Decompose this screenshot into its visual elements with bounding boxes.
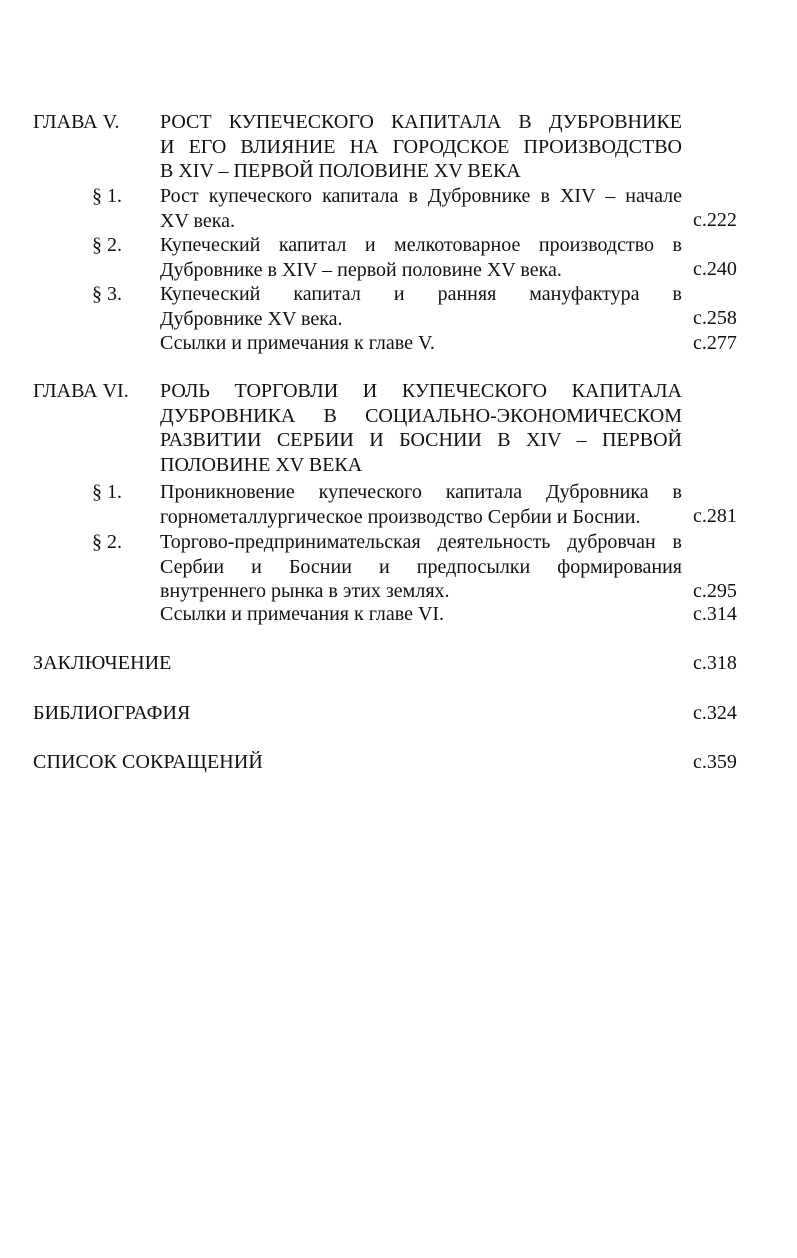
section-title-line: Купеческий капитал и ранняя мануфактура в	[160, 283, 682, 305]
section-title-line: Рост купеческого капитала в Дубровнике в XIV – начале	[160, 185, 682, 207]
section-number: § 2.	[92, 531, 122, 553]
section-title-line: Купеческий капитал и мелкотоварное производство в	[160, 234, 682, 256]
section-title	[160, 530, 682, 604]
page-number: с.281	[693, 505, 737, 527]
chapter-title-line: РОСТ КУПЕЧЕСКОГО КАПИТАЛА В ДУБРОВНИКЕ	[160, 111, 682, 133]
section-title-line: Дубровнике в XIV – первой половине XV века.	[160, 258, 562, 281]
section-title-line: горнометаллургическое производство Сербии и Боснии.	[160, 505, 641, 528]
page-number: с.222	[693, 209, 737, 231]
page-number: с.258	[693, 307, 737, 329]
section-number: § 1.	[92, 481, 122, 503]
page-number: с.277	[693, 332, 737, 354]
chapter-title	[160, 110, 682, 184]
chapter-title-line: ДУБРОВНИКА В СОЦИАЛЬНО-ЭКОНОМИЧЕСКОМ	[160, 404, 682, 427]
chapter-title-line: РОЛЬ ТОРГОВЛИ И КУПЕЧЕСКОГО КАПИТАЛА	[160, 380, 682, 402]
page-number: с.359	[693, 751, 737, 773]
back-matter-bibliography: БИБЛИОГРАФИЯ	[33, 702, 191, 724]
chapter-title	[160, 379, 682, 477]
page-number: с.295	[693, 580, 737, 602]
page-number: с.314	[693, 603, 737, 625]
chapter-title-line: ПОЛОВИНЕ XV ВЕКА	[160, 453, 363, 476]
section-title-line: Проникновение купеческого капитала Дубровника в	[160, 481, 682, 503]
chapter-label: ГЛАВА VI.	[33, 380, 129, 402]
chapter-title-line: В XIV – ПЕРВОЙ ПОЛОВИНЕ XV ВЕКА	[160, 160, 521, 182]
page-number: с.240	[693, 258, 737, 280]
section-title	[160, 233, 682, 282]
section-title-line: Торгово-предпринимательская деятельность дубровчан в	[160, 531, 682, 553]
section-number: § 3.	[92, 283, 122, 305]
chapter-label: ГЛАВА V.	[33, 111, 120, 133]
chapter-title-line: И ЕГО ВЛИЯНИЕ НА ГОРОДСКОЕ ПРОИЗВОДСТВО	[160, 135, 682, 158]
chapter-title-line: РАЗВИТИИ СЕРБИИ И БОСНИИ В XIV – ПЕРВОЙ	[160, 429, 682, 451]
section-title-line: Сербии и Боснии и предпосылки формирования	[160, 555, 682, 578]
back-matter-abbreviations: СПИСОК СОКРАЩЕНИЙ	[33, 751, 263, 773]
section-title-line: XV века.	[160, 209, 236, 232]
section-title	[160, 282, 682, 331]
section-number: § 2.	[92, 234, 122, 256]
back-matter-conclusion: ЗАКЛЮЧЕНИЕ	[33, 652, 172, 674]
section-title	[160, 184, 682, 233]
page-number: с.318	[693, 652, 737, 674]
section-number: § 1.	[92, 185, 122, 207]
chapter-notes: Ссылки и примечания к главе VI.	[160, 603, 445, 625]
chapter-notes: Ссылки и примечания к главе V.	[160, 332, 435, 354]
section-title-line: внутреннего рынка в этих землях.	[160, 580, 450, 602]
section-title	[160, 480, 682, 529]
page-number: с.324	[693, 702, 737, 724]
section-title-line: Дубровнике XV века.	[160, 307, 343, 330]
